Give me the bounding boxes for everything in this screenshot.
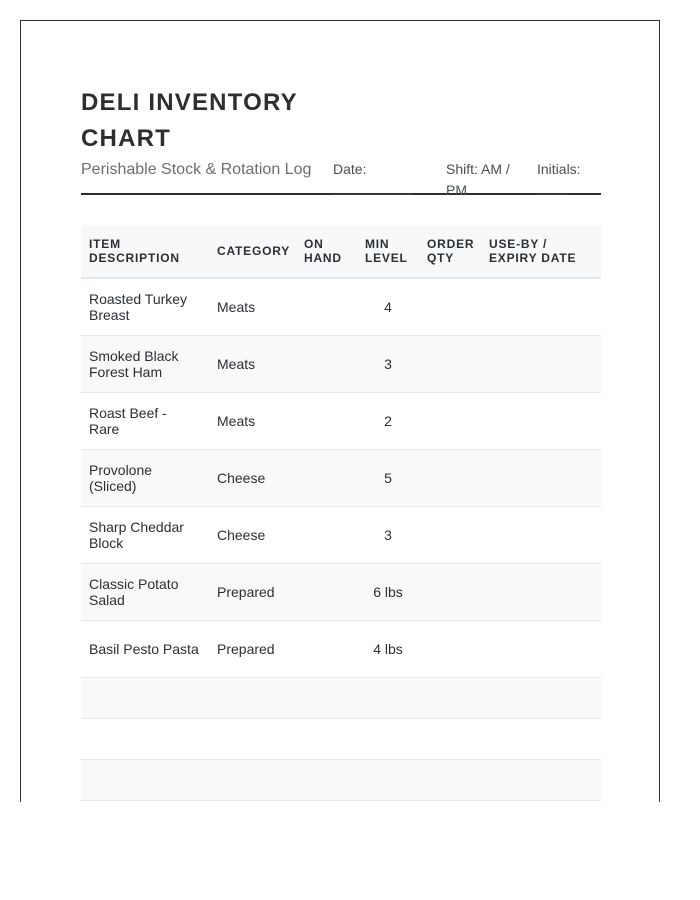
blank-cell[interactable] <box>481 719 601 760</box>
column-header-on-hand: ON HAND <box>296 225 357 278</box>
expiry-cell[interactable] <box>481 564 601 621</box>
item-cell: Basil Pesto Pasta <box>81 621 209 678</box>
blank-row <box>81 719 601 760</box>
on-hand-cell[interactable] <box>296 507 357 564</box>
blank-cell[interactable] <box>481 760 601 801</box>
on-hand-cell[interactable] <box>296 621 357 678</box>
category-cell: Cheese <box>209 450 296 507</box>
order-qty-cell[interactable] <box>419 336 481 393</box>
min-level-cell: 3 <box>357 336 419 393</box>
table-row <box>81 450 601 507</box>
item-cell: Roast Beef - Rare <box>81 393 209 450</box>
category-cell: Meats <box>209 336 296 393</box>
category-cell: Cheese <box>209 507 296 564</box>
order-qty-cell[interactable] <box>419 278 481 336</box>
blank-cell[interactable] <box>81 678 209 719</box>
column-header-order-qty: ORDER QTY <box>419 225 481 278</box>
blank-cell[interactable] <box>209 760 296 801</box>
order-qty-cell[interactable] <box>419 621 481 678</box>
table-row <box>81 507 601 564</box>
column-header-min-level: MIN LEVEL <box>357 225 419 278</box>
min-level-cell: 5 <box>357 450 419 507</box>
blank-cell[interactable] <box>81 760 209 801</box>
sheet-header <box>81 85 601 198</box>
inventory-table <box>81 225 601 801</box>
date-label: Date: <box>333 161 367 177</box>
on-hand-cell[interactable] <box>296 336 357 393</box>
expiry-cell[interactable] <box>481 621 601 678</box>
category-cell: Meats <box>209 393 296 450</box>
order-qty-cell[interactable] <box>419 564 481 621</box>
table-row <box>81 278 601 336</box>
item-cell: Classic Potato Salad <box>81 564 209 621</box>
blank-cell[interactable] <box>357 760 419 801</box>
min-level-cell: 3 <box>357 507 419 564</box>
order-qty-cell[interactable] <box>419 393 481 450</box>
min-level-cell: 4 <box>357 278 419 336</box>
blank-cell[interactable] <box>419 760 481 801</box>
table-row <box>81 336 601 393</box>
category-cell: Prepared <box>209 564 296 621</box>
blank-cell[interactable] <box>296 760 357 801</box>
date-blank[interactable] <box>333 180 413 195</box>
min-level-cell: 2 <box>357 393 419 450</box>
expiry-cell[interactable] <box>481 336 601 393</box>
table-row <box>81 621 601 678</box>
category-cell: Meats <box>209 278 296 336</box>
item-cell: Roasted Turkey Breast <box>81 278 209 336</box>
shift-field <box>446 159 526 201</box>
expiry-cell[interactable] <box>481 450 601 507</box>
column-header-item: ITEM DESCRIPTION <box>81 225 209 278</box>
initials-blank[interactable] <box>537 180 569 195</box>
expiry-cell[interactable] <box>481 507 601 564</box>
order-qty-cell[interactable] <box>419 450 481 507</box>
expiry-cell[interactable] <box>481 393 601 450</box>
blank-cell[interactable] <box>481 678 601 719</box>
blank-cell[interactable] <box>209 678 296 719</box>
expiry-cell[interactable] <box>481 278 601 336</box>
on-hand-cell[interactable] <box>296 564 357 621</box>
table-header-row <box>81 225 601 278</box>
item-cell: Provolone (Sliced) <box>81 450 209 507</box>
table-row <box>81 564 601 621</box>
min-level-cell: 6 lbs <box>357 564 419 621</box>
shift-label: Shift: AM / PM <box>446 161 510 198</box>
blank-row <box>81 760 601 801</box>
blank-cell[interactable] <box>209 719 296 760</box>
inventory-sheet <box>20 20 660 802</box>
blank-cell[interactable] <box>419 678 481 719</box>
item-cell: Smoked Black Forest Ham <box>81 336 209 393</box>
date-field[interactable] <box>333 159 413 195</box>
initials-label: Initials: <box>537 161 581 177</box>
on-hand-cell[interactable] <box>296 393 357 450</box>
order-qty-cell[interactable] <box>419 507 481 564</box>
blank-cell[interactable] <box>296 719 357 760</box>
category-cell: Prepared <box>209 621 296 678</box>
on-hand-cell[interactable] <box>296 278 357 336</box>
min-level-cell: 4 lbs <box>357 621 419 678</box>
item-cell: Sharp Cheddar Block <box>81 507 209 564</box>
blank-cell[interactable] <box>81 719 209 760</box>
blank-row <box>81 678 601 719</box>
initials-field[interactable] <box>537 159 597 195</box>
blank-cell[interactable] <box>296 678 357 719</box>
blank-cell[interactable] <box>357 678 419 719</box>
table-row <box>81 393 601 450</box>
blank-cell[interactable] <box>357 719 419 760</box>
column-header-category: CATEGORY <box>209 225 296 278</box>
on-hand-cell[interactable] <box>296 450 357 507</box>
column-header-expiry: USE-BY / EXPIRY DATE <box>481 225 601 278</box>
page-subtitle: Perishable Stock & Rotation Log <box>81 161 312 178</box>
page-title: DELI INVENTORY CHART <box>81 89 298 152</box>
blank-cell[interactable] <box>419 719 481 760</box>
